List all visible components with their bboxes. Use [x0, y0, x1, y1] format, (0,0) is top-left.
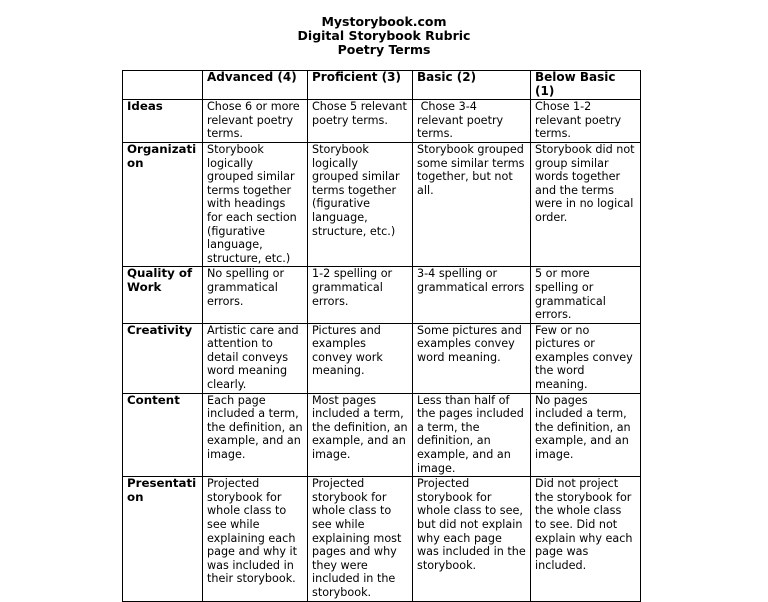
document-title-block	[0, 15, 768, 57]
row-label-organization: Organization	[123, 142, 203, 266]
table-row	[123, 323, 641, 393]
table-cell: 1-2 spelling or grammatical errors.	[308, 267, 413, 323]
row-label-ideas: Ideas	[123, 100, 203, 143]
table-cell: 3-4 spelling or grammatical errors	[413, 267, 531, 323]
row-label-presentation: Presentation	[123, 477, 203, 601]
table-cell: Projected storybook for whole class to see while explaining most pages and why they were included in the storybook.	[308, 477, 413, 601]
rubric-title: Digital Storybook Rubric	[297, 28, 471, 43]
header-cell-proficient: Proficient (3)	[308, 71, 413, 100]
site-name: Mystorybook.com	[321, 14, 447, 29]
rubric-table	[122, 70, 641, 602]
table-cell: Less than half of the pages included a term, the definition, an example, and an image.	[413, 393, 531, 477]
header-cell-empty	[123, 71, 203, 100]
table-cell: Chose 3-4 relevant poetry terms.	[413, 100, 531, 143]
table-row	[123, 477, 641, 601]
table-cell: Some pictures and examples convey word meaning.	[413, 323, 531, 393]
table-cell: Did not project the storybook for the whole class to see. Did not explain why each page was included.	[531, 477, 641, 601]
table-cell: Storybook logically grouped similar terms together with headings for each section (figurative language, structure, etc.)	[203, 142, 308, 266]
table-cell: Storybook logically grouped similar terms together (figurative language, structure, etc.)	[308, 142, 413, 266]
table-cell: 5 or more spelling or grammatical errors.	[531, 267, 641, 323]
table-cell: Chose 6 or more relevant poetry terms.	[203, 100, 308, 143]
table-cell: No pages included a term, the definition, an example, and an image.	[531, 393, 641, 477]
table-cell: Few or no pictures or examples convey the word meaning.	[531, 323, 641, 393]
header-cell-below-basic: Below Basic (1)	[531, 71, 641, 100]
table-cell: Storybook grouped some similar terms together, but not all.	[413, 142, 531, 266]
table-cell: Projected storybook for whole class to see while explaining each page and why it was included in their storybook.	[203, 477, 308, 601]
table-row	[123, 267, 641, 323]
table-row	[123, 393, 641, 477]
header-cell-advanced: Advanced (4)	[203, 71, 308, 100]
table-cell: Each page included a term, the definition, an example, and an image.	[203, 393, 308, 477]
table-cell: Most pages included a term, the definition, an example, and an image.	[308, 393, 413, 477]
table-cell: No spelling or grammatical errors.	[203, 267, 308, 323]
table-cell: Chose 5 relevant poetry terms.	[308, 100, 413, 143]
table-row	[123, 100, 641, 143]
table-cell: Chose 1-2 relevant poetry terms.	[531, 100, 641, 143]
row-label-quality-of-work: Quality of Work	[123, 267, 203, 323]
table-cell: Pictures and examples convey work meaning.	[308, 323, 413, 393]
row-label-creativity: Creativity	[123, 323, 203, 393]
table-cell: Artistic care and attention to detail conveys word meaning clearly.	[203, 323, 308, 393]
table-cell: Projected storybook for whole class to see, but did not explain why each page was included in the storybook.	[413, 477, 531, 601]
rubric-subtitle: Poetry Terms	[337, 42, 431, 57]
table-header-row	[123, 71, 641, 100]
table-row	[123, 142, 641, 266]
header-cell-basic: Basic (2)	[413, 71, 531, 100]
row-label-content: Content	[123, 393, 203, 477]
table-cell: Storybook did not group similar words together and the terms were in no logical order.	[531, 142, 641, 266]
